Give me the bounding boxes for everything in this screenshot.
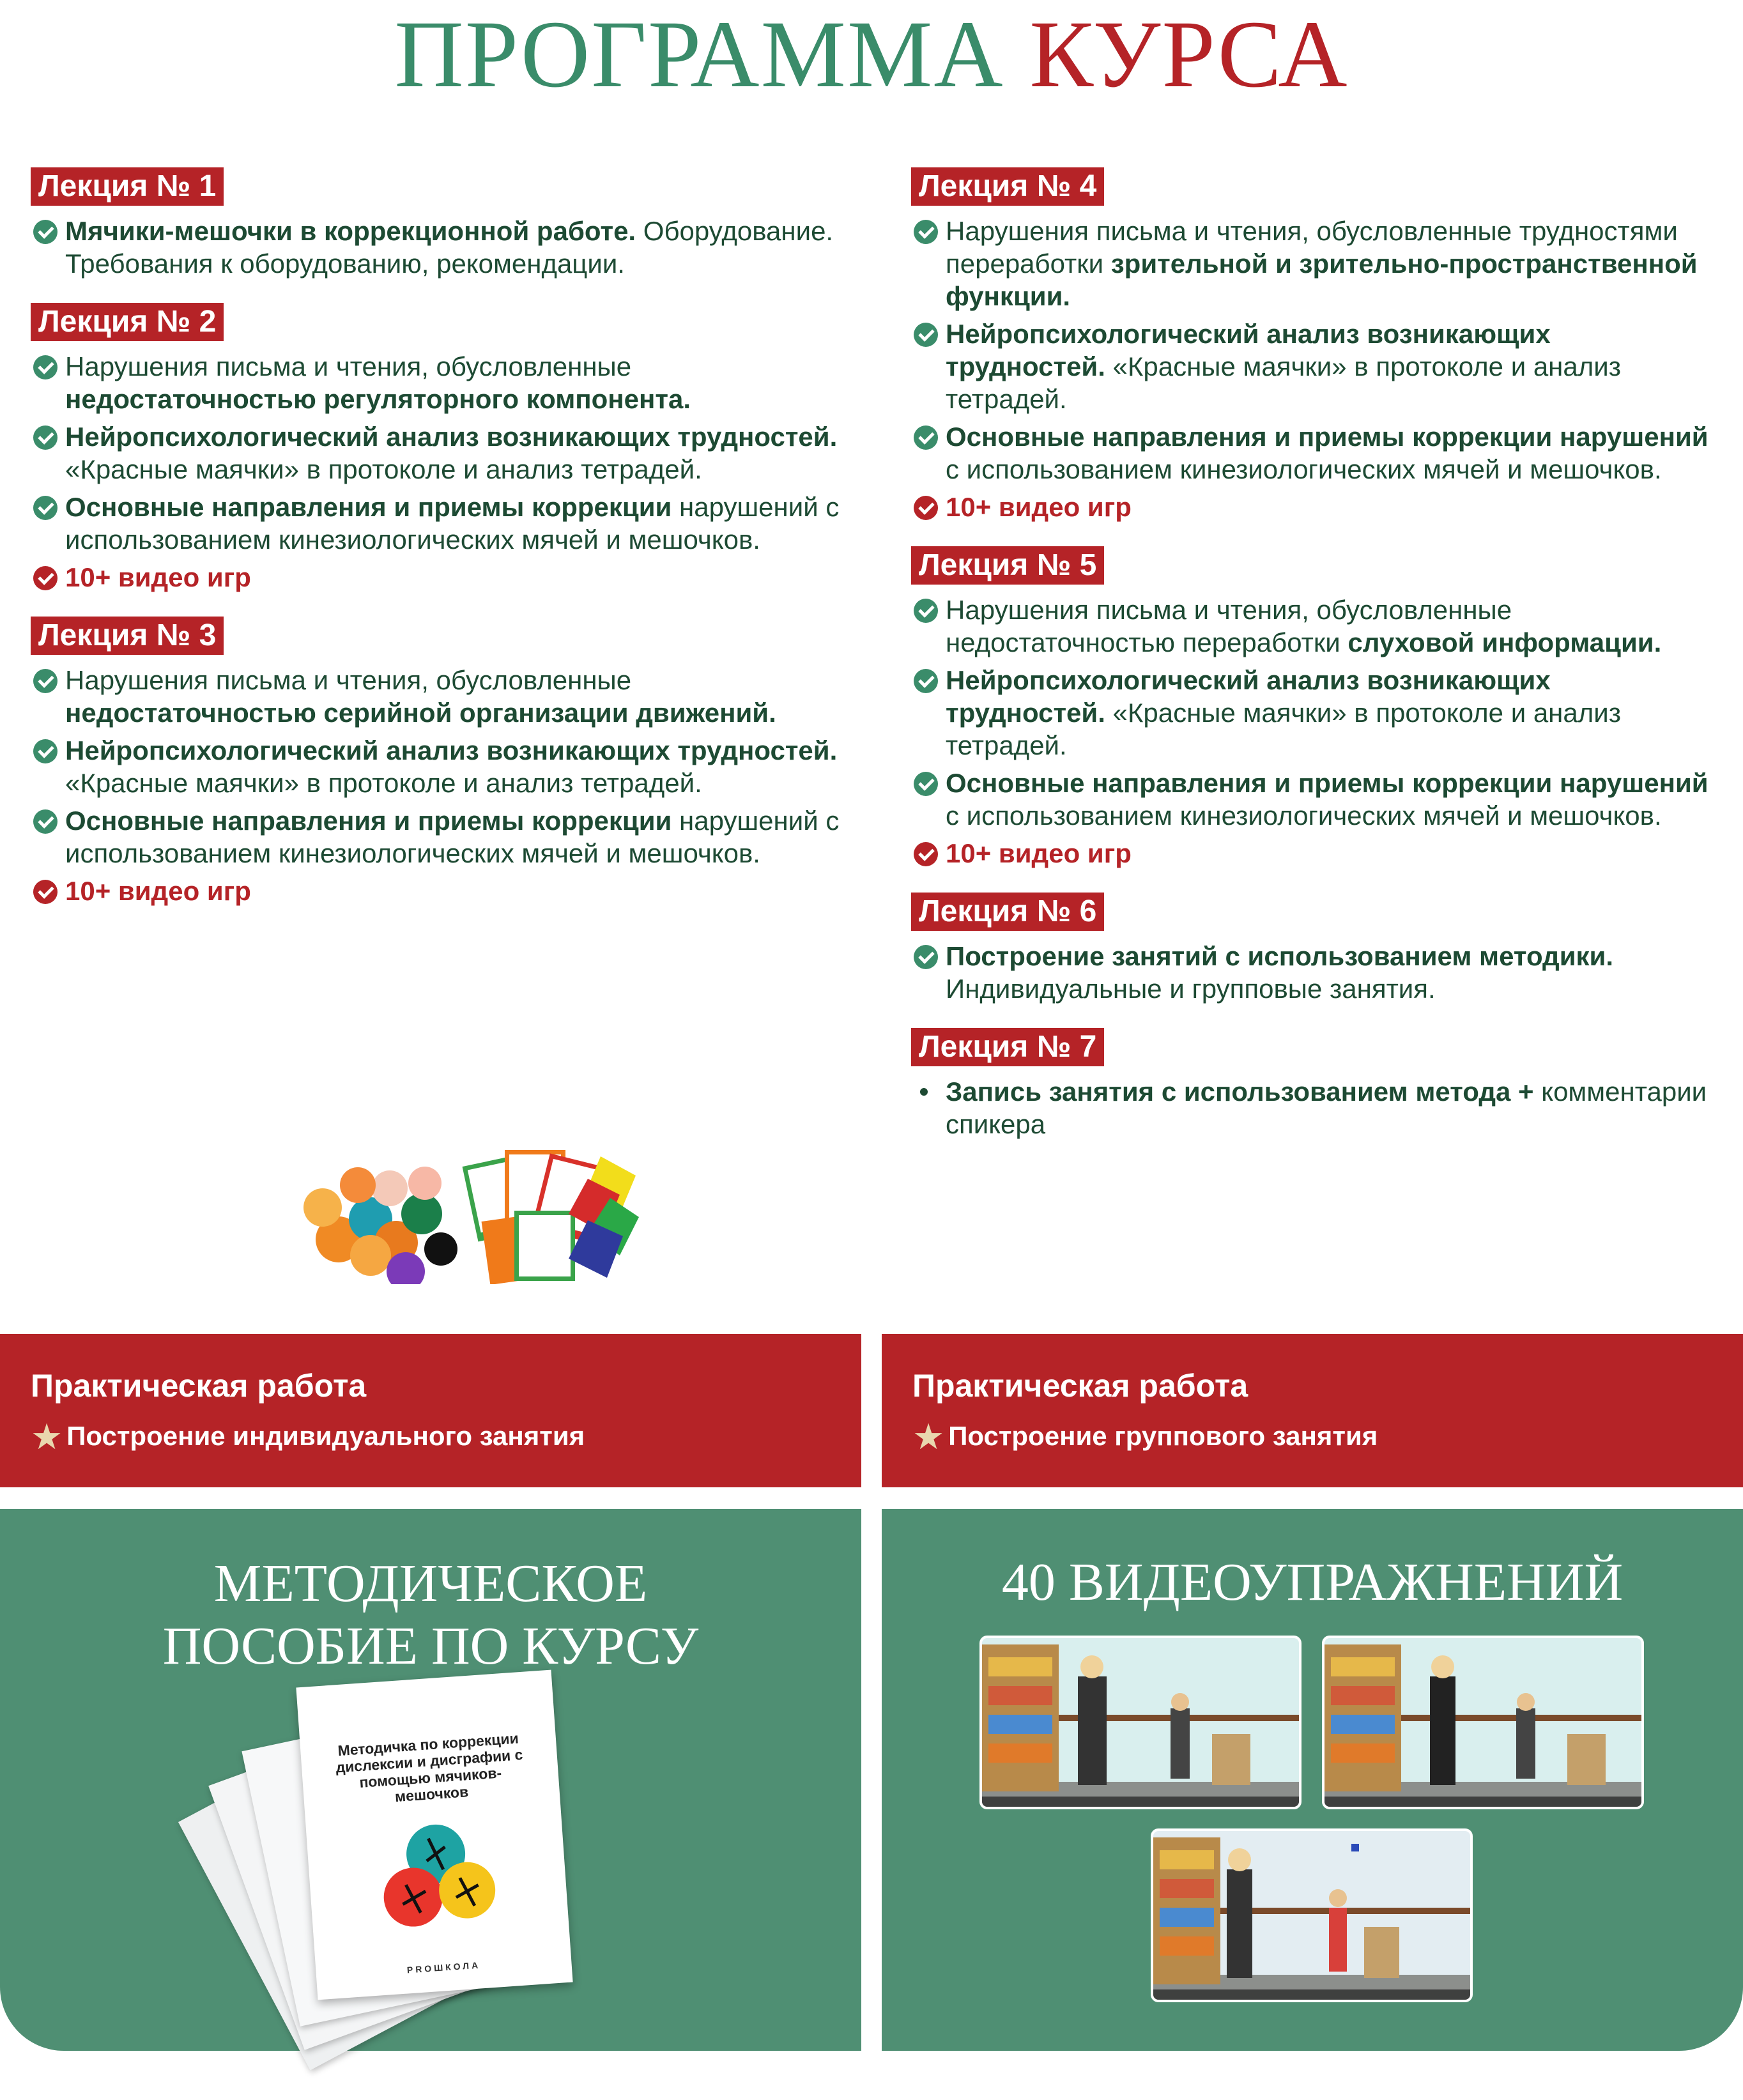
check-icon (914, 772, 938, 796)
video-frame-1 (982, 1638, 1299, 1807)
lecture-item: Нейропсихологический анализ возникающих трудностей. «Красные маячки» в протоколе и анализ тетрадей. (911, 664, 1716, 762)
check-icon (33, 496, 58, 520)
video-frame-3 (1153, 1831, 1470, 2000)
video-games-item: 10+ видео игр (31, 561, 848, 594)
lecture-item: Нарушения письма и чтения, обусловленные трудностями переработки зрительной и зрительно-пространственной функции. (911, 215, 1716, 312)
lecture-2 (31, 303, 848, 594)
lecture-5 (911, 546, 1716, 870)
check-icon (914, 425, 938, 450)
check-icon (914, 220, 938, 244)
lecture-item: Нарушения письма и чтения, обусловленные недостаточностью регуляторного компонента. (31, 350, 848, 415)
practice-title: Практическая работа (912, 1368, 1248, 1404)
video-thumbnail[interactable] (1322, 1636, 1644, 1809)
practice-item: ★ Построение индивидуального занятия (31, 1416, 585, 1457)
lecture-item: Нарушения письма и чтения, обусловленные недостаточностью серийной организации движений. (31, 664, 848, 729)
video-thumbnail[interactable] (979, 1636, 1301, 1809)
page-title (0, 0, 1743, 107)
lecture-label: Лекция № 7 (911, 1028, 1104, 1066)
practice-panel-individual (0, 1334, 861, 1487)
check-icon (33, 355, 58, 379)
lecture-item: Построение занятий с использованием методики. Индивидуальные и групповые занятия. (911, 940, 1716, 1005)
lecture-item: Основные направления и приемы коррекции нарушений с использованием кинезиологических мячей и мешочков. (31, 804, 848, 870)
star-icon: ★ (912, 1416, 945, 1457)
check-icon (914, 669, 938, 693)
video-frame-2 (1325, 1638, 1641, 1807)
check-icon (914, 842, 938, 866)
check-icon (914, 945, 938, 969)
lecture-7 (911, 1028, 1716, 1140)
lecture-label: Лекция № 3 (31, 617, 224, 655)
check-icon (914, 323, 938, 347)
videos-panel (882, 1509, 1743, 2051)
title-part-1: ПРОГРАММА (394, 1, 1004, 107)
star-icon: ★ (31, 1416, 63, 1457)
lecture-4 (911, 167, 1716, 523)
course-props-illustration (294, 1112, 652, 1284)
manual-title: МЕТОДИЧЕСКОЕ ПОСОБИЕ ПО КУРСУ (162, 1554, 699, 1676)
lecture-item: Нарушения письма и чтения, обусловленные недостаточностью переработки слуховой информации. (911, 594, 1716, 659)
video-thumbnail[interactable] (1151, 1828, 1473, 2002)
lecture-label: Лекция № 4 (911, 167, 1104, 206)
check-icon (914, 599, 938, 623)
practice-panel-group (882, 1334, 1743, 1487)
lecture-6 (911, 893, 1716, 1005)
practice-title: Практическая работа (31, 1368, 367, 1404)
lecture-1 (31, 167, 848, 280)
book-logo: PROШКОЛА (406, 1959, 481, 1975)
check-icon (33, 739, 58, 763)
lecture-label: Лекция № 5 (911, 546, 1104, 585)
lecture-label: Лекция № 1 (31, 167, 224, 206)
video-games-item: 10+ видео игр (911, 491, 1716, 523)
title-part-2: КУРСА (1029, 1, 1349, 107)
lecture-item: Мячики-мешочки в коррекционной работе. Оборудование. Требования к оборудованию, рекомендации. (31, 215, 848, 280)
practice-item: ★ Построение группового занятия (912, 1416, 1378, 1457)
manual-book (230, 1678, 575, 2100)
balls-illustration (303, 1167, 457, 1284)
lecture-item: Основные направления и приемы коррекции нарушений с использованием кинезиологических мячей и мешочков. (911, 767, 1716, 832)
bullet-icon (920, 1088, 928, 1096)
video-games-item: 10+ видео игр (31, 875, 848, 907)
lecture-3 (31, 617, 848, 907)
videos-title: 40 ВИДЕОУПРАЖНЕНИЙ (1001, 1552, 1624, 1612)
check-icon (33, 566, 58, 590)
check-icon (33, 880, 58, 904)
lecture-label: Лекция № 2 (31, 303, 224, 341)
lecture-item: Нейропсихологический анализ возникающих трудностей. «Красные маячки» в протоколе и анализ тетрадей. (31, 420, 848, 486)
check-icon (33, 809, 58, 834)
check-icon (33, 669, 58, 693)
check-icon (33, 220, 58, 244)
book-balls-illustration (367, 1814, 508, 1932)
lectures-left-column (31, 167, 848, 930)
lecture-item: Основные направления и приемы коррекции нарушений с использованием кинезиологических мячей и мешочков. (911, 420, 1716, 486)
check-icon (33, 425, 58, 450)
check-icon (914, 496, 938, 520)
video-games-item: 10+ видео игр (911, 837, 1716, 870)
lecture-item: Нейропсихологический анализ возникающих трудностей. «Красные маячки» в протоколе и анализ тетрадей. (911, 318, 1716, 415)
book-title: Методичка по коррекции дислексии и дисграфии с помощью мячиков-мешочков (335, 1729, 524, 1805)
lecture-item: Запись занятия с использованием метода + комментарии спикера (911, 1075, 1716, 1140)
lecture-item: Основные направления и приемы коррекции нарушений с использованием кинезиологических мячей и мешочков. (31, 491, 848, 556)
manual-panel (0, 1509, 861, 2051)
lecture-label: Лекция № 6 (911, 893, 1104, 931)
lecture-item: Нейропсихологический анализ возникающих трудностей. «Красные маячки» в протоколе и анализ тетрадей. (31, 734, 848, 799)
lectures-right-column (911, 167, 1716, 1163)
